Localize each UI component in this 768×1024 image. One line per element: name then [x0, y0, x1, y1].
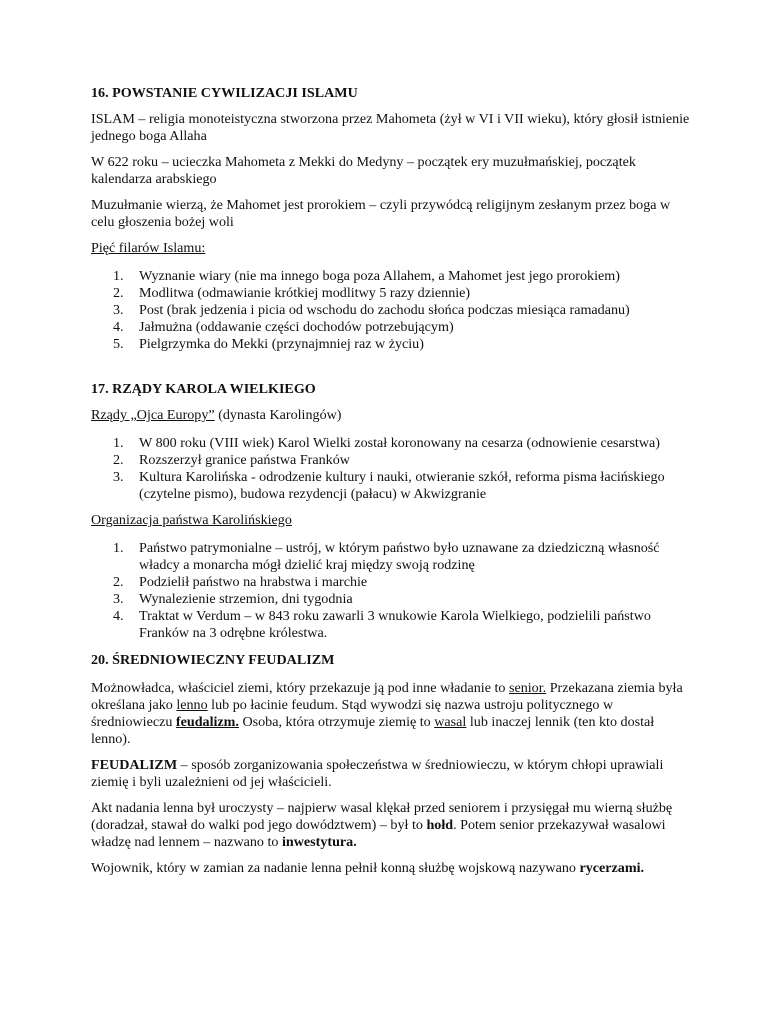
list-item: 1. W 800 roku (VIII wiek) Karol Wielki został koronowany na cesarza (odnowienie cesarstwa) — [113, 435, 660, 451]
list-item: 2. Podzielił państwo na hrabstwa i marchie — [113, 574, 368, 590]
list-item: 1. Państwo patrymonialne – ustrój, w którym państwo było uznawane za dziedziczną własność władcy a monarcha mógł dzielić kraj między swoją rodzinę — [113, 540, 660, 573]
section-16-heading: 16. POWSTANIE CYWILIZACJI ISLAMU — [91, 85, 358, 101]
list-item: 3. Kultura Karolińska - odrodzenie kultury i nauki, otwieranie szkół, reforma pisma łacińskiego (czytelne pismo), budowa rezydencji (pałacu) w Akwizgranie — [113, 469, 665, 502]
list-item: 4. Jałmużna (oddawanie części dochodów potrzebującym) — [113, 319, 454, 335]
s16-list-title: Pięć filarów Islamu: — [91, 240, 206, 256]
list-item: 3. Post (brak jedzenia i picia od wschodu do zachodu słońca podczas miesiąca ramadanu) — [113, 302, 630, 318]
term-wasal: wasal — [434, 714, 467, 730]
list-item: 4. Traktat w Verdum – w 843 roku zawarli 3 wnukowie Karola Wielkiego, podzielili państwo Franków na 3 odrębne królestwa. — [113, 608, 651, 641]
s16-paragraph-prorok: Muzułmanie wierzą, że Mahomet jest prorokiem – czyli przywódcą religijnym zesłanym przez boga w celu głoszenia bożej woli — [91, 197, 671, 230]
term-hold: hołd — [426, 817, 454, 833]
section-17-heading: 17. RZĄDY KAROLA WIELKIEGO — [91, 381, 316, 397]
list-item: 5. Pielgrzymka do Mekki (przynajmniej raz w życiu) — [113, 336, 424, 352]
term-senior: senior. — [508, 680, 547, 696]
list-item: 1. Wyznanie wiary (nie ma innego boga poza Allahem, a Mahomet jest jego prorokiem) — [113, 268, 620, 284]
s17-rule-list — [91, 435, 691, 503]
s20-paragraph-senior: Możnowładca, właściciel ziemi, który przekazuje ją pod inne władanie to senior. Przekazana ziemia była określana jako lenno lub po łacinie feudum. Stąd wywodzi się nazwa ustroju politycznego w średniowieczu feudalizm. Osoba, która otrzymuje ziemię to wasal lub inaczej lennik (ten kto dostał lenno). — [91, 680, 683, 747]
term-feudalizm-def: FEUDALIZM — [91, 757, 178, 773]
section-20-heading: 20. ŚREDNIOWIECZNY FEUDALIZM — [91, 652, 335, 668]
s17-organization-list — [91, 540, 691, 642]
s16-pillars-list — [91, 268, 691, 353]
list-item: 3. Wynalezienie strzemion, dni tygodnia — [113, 591, 353, 607]
s16-paragraph-622: W 622 roku – ucieczka Mahometa z Mekki do Medyny – początek ery muzułmańskiej, początek kalendarza arabskiego — [91, 154, 636, 187]
list-item: 2. Modlitwa (odmawianie krótkiej modlitwy 5 razy dziennie) — [113, 285, 471, 301]
term-rycerzami: rycerzami. — [579, 860, 645, 876]
s20-paragraph-feudalizm: FEUDALIZM – sposób zorganizowania społeczeństwa w średniowieczu, w którym chłopi uprawiali ziemię i byli uzależnieni od jej właścicieli. — [91, 757, 664, 790]
document-page — [91, 85, 691, 877]
s16-paragraph-islam: ISLAM – religia monoteistyczna stworzona przez Mahometa (żył w VI i VII wieku), który głosił istnienie jednego boga Allaha — [91, 111, 690, 144]
s20-paragraph-hold: Akt nadania lenna był uroczysty – najpierw wasal klękał przed seniorem i przysięgał mu wierną służbę (doradzał, stawał do walki pod jego dowództwem) – był to hołd. Potem senior przekazywał wasalowi władzę nad lennem – nazwano to inwestytura. — [91, 800, 673, 850]
list-item: 2. Rozszerzył granice państwa Franków — [113, 452, 350, 468]
s20-paragraph-rycerze: Wojownik, który w zamian za nadanie lenna pełnił konną służbę wojskową nazywano rycerzami. — [91, 860, 645, 876]
term-inwestytura: inwestytura. — [281, 834, 357, 850]
s17-subtitle-organizacja: Organizacja państwa Karolińskiego — [91, 512, 292, 528]
s17-subtitle-rzady: Rządy „Ojca Europy” (dynasta Karolingów) — [91, 407, 342, 423]
term-feudalizm: feudalizm. — [175, 714, 239, 730]
term-lenno: lenno — [176, 697, 208, 713]
